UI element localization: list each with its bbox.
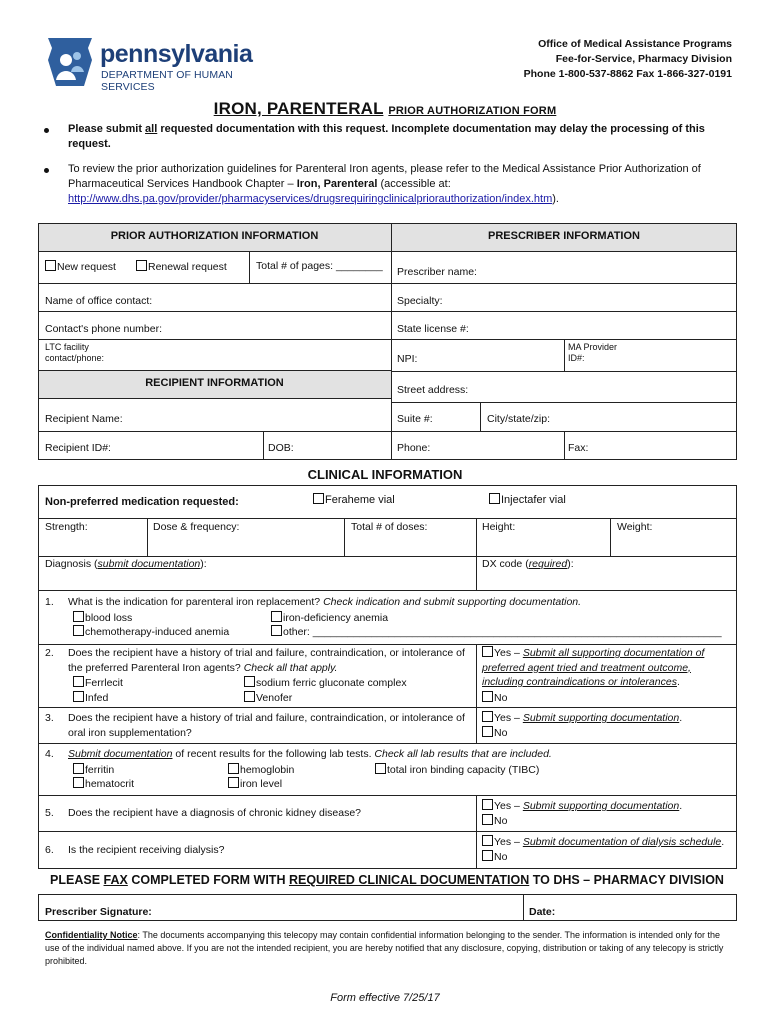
q5-yes-checkbox[interactable]	[482, 799, 493, 810]
injectafer-option[interactable]: Injectafer vial	[489, 493, 566, 506]
logo-dept: DEPARTMENT OF HUMAN SERVICES	[101, 69, 233, 93]
q4-hemoglobin-checkbox[interactable]	[228, 763, 239, 774]
form-effective-date: Form effective 7/25/17	[330, 992, 440, 1004]
recipient-info-heading: RECIPIENT INFORMATION	[145, 377, 284, 389]
q2-ferrlecit-option[interactable]: Ferrlecit	[73, 676, 123, 689]
q1-other-checkbox[interactable]	[271, 625, 282, 636]
clinical-info-heading: CLINICAL INFORMATION	[307, 467, 463, 482]
pa-info-heading: PRIOR AUTHORIZATION INFORMATION	[110, 230, 319, 242]
new-request-checkbox[interactable]	[45, 260, 56, 271]
weight-field[interactable]: Weight:	[617, 521, 653, 533]
question-2: 2. Does the recipient have a history of trial and failure, contraindication, or intolerance of the preferred Parenteral Iron agents? Check all that apply.	[45, 647, 465, 674]
form-title	[0, 99, 770, 119]
diagnosis-field[interactable]: Diagnosis (submit documentation):	[45, 558, 207, 570]
q2-sodium-ferric-checkbox[interactable]	[244, 676, 255, 687]
strength-field[interactable]: Strength:	[45, 521, 88, 533]
q6-yes-checkbox[interactable]	[482, 835, 493, 846]
confidentiality-notice: Confidentiality Notice: The documents accompanying this telecopy may contain confidential information belonging to the sender. The information is intended only for the use of the individual named above. If you are not the intended recipient, you are hereby notified that any disclosure, copying, distribution or taking of any telecopy is strictly prohibited.	[45, 930, 724, 966]
bullet-dot	[44, 128, 49, 133]
question-6: 6. Is the recipient receiving dialysis?	[45, 844, 225, 856]
q2-ferrlecit-checkbox[interactable]	[73, 676, 84, 687]
office-line-1: Office of Medical Assistance Programs	[538, 38, 732, 50]
q2-yes-option[interactable]: Yes – Submit all supporting documentation of preferred agent tried and treatment outcome, including contraindications or intolerances.	[482, 647, 705, 688]
ma-provider-id-field[interactable]: MA Provider ID#:	[568, 342, 618, 363]
office-contact-field[interactable]: Name of office contact:	[45, 295, 153, 307]
office-line-3: Phone 1-800-537-8862 Fax 1-866-327-0191	[523, 68, 732, 80]
q5-no-checkbox[interactable]	[482, 814, 493, 825]
prescriber-info-heading: PRESCRIBER INFORMATION	[488, 230, 640, 242]
logo-name: pennsylvania	[100, 40, 253, 68]
q4-ferritin-checkbox[interactable]	[73, 763, 84, 774]
q4-tibc-option[interactable]: total iron binding capacity (TIBC)	[375, 763, 539, 776]
recipient-id-field[interactable]: Recipient ID#:	[45, 442, 111, 454]
form-title-main: IRON, PARENTERAL	[213, 99, 384, 118]
q3-no-option[interactable]: No	[482, 726, 507, 739]
q1-chemo-checkbox[interactable]	[73, 625, 84, 636]
prescriber-signature-field[interactable]: Prescriber Signature:	[45, 906, 152, 918]
q6-no-option[interactable]: No	[482, 850, 507, 863]
prescriber-fax-field[interactable]: Fax:	[568, 442, 589, 454]
prescriber-phone-field[interactable]: Phone:	[397, 442, 431, 454]
q2-venofer-option[interactable]: Venofer	[244, 691, 292, 704]
q4-hemoglobin-option[interactable]: hemoglobin	[228, 763, 294, 776]
q1-blood-loss-option[interactable]: blood loss	[73, 611, 132, 624]
q2-infed-option[interactable]: Infed	[73, 691, 108, 704]
specialty-field[interactable]: Specialty:	[397, 295, 443, 307]
state-license-field[interactable]: State license #:	[397, 323, 469, 335]
street-address-field[interactable]: Street address:	[397, 384, 469, 396]
q4-hematocrit-option[interactable]: hematocrit	[73, 777, 134, 790]
q4-ferritin-option[interactable]: ferritin	[73, 763, 114, 776]
dose-frequency-field[interactable]: Dose & frequency:	[153, 521, 240, 533]
q1-iron-deficiency-option[interactable]: iron-deficiency anemia	[271, 611, 388, 624]
form-title-sub: PRIOR AUTHORIZATION FORM	[388, 105, 557, 117]
fax-instruction: PLEASE FAX COMPLETED FORM WITH REQUIRED CLINICAL DOCUMENTATION TO DHS – PHARMACY DIVISION	[50, 873, 724, 887]
q1-chemo-option[interactable]: chemotherapy-induced anemia	[73, 625, 229, 638]
q3-no-checkbox[interactable]	[482, 726, 493, 737]
question-5: 5. Does the recipient have a diagnosis of chronic kidney disease?	[45, 807, 362, 819]
contact-phone-field[interactable]: Contact's phone number:	[45, 323, 162, 335]
new-request-option[interactable]: New request	[45, 260, 116, 273]
dhs-logo	[44, 36, 284, 93]
q1-other-option[interactable]: other: ______________________________________________________________________	[271, 625, 722, 638]
nonpref-medication-label: Non-preferred medication requested:	[45, 496, 239, 508]
question-1: 1. What is the indication for parenteral iron replacement? Check indication and submit supporting documentation.	[45, 596, 582, 608]
q5-no-option[interactable]: No	[482, 814, 507, 827]
total-doses-field[interactable]: Total # of doses:	[351, 521, 428, 533]
renewal-request-option[interactable]: Renewal request	[136, 260, 227, 273]
date-field[interactable]: Date:	[529, 906, 556, 918]
suite-field[interactable]: Suite #:	[397, 413, 433, 425]
q2-no-checkbox[interactable]	[482, 691, 493, 702]
ltc-facility-field[interactable]: LTC facility contact/phone:	[45, 342, 105, 363]
office-line-2: Fee-for-Service, Pharmacy Division	[555, 53, 732, 65]
q2-no-option[interactable]: No	[482, 691, 507, 704]
height-field[interactable]: Height:	[482, 521, 516, 533]
bullet-2: To review the prior authorization guidelines for Parenteral Iron agents, please refer to the Medical Assistance Prior Authorization of Pharmaceutical Services Handbook Chapter – Iron, Parenteral (accessible at: http://www.dhs.pa.gov/provider/pharmacyservices/drugsrequiringclinicalpriorauthorization/index.htm).	[44, 162, 734, 207]
injectafer-checkbox[interactable]	[489, 493, 500, 504]
bullet-dot	[44, 168, 49, 173]
question-3: 3. Does the recipient have a history of trial and failure, contraindication, or intolerance of oral iron supplementation?	[45, 712, 465, 739]
bullet-1: Please submit all requested documentation with this request. Incomplete documentation may delay the processing of this request.	[44, 122, 734, 152]
q3-yes-option[interactable]: Yes – Submit supporting documentation.	[482, 711, 682, 724]
q5-yes-option[interactable]: Yes – Submit supporting documentation.	[482, 799, 682, 812]
q4-tibc-checkbox[interactable]	[375, 763, 386, 774]
keystone-logo-icon	[44, 36, 96, 88]
q6-yes-option[interactable]: Yes – Submit documentation of dialysis schedule.	[482, 835, 724, 848]
total-pages-field[interactable]: Total # of pages: ________	[256, 260, 383, 272]
feraheme-option[interactable]: Feraheme vial	[313, 493, 395, 506]
q2-yes-checkbox[interactable]	[482, 646, 493, 657]
handbook-link[interactable]: http://www.dhs.pa.gov/provider/pharmacyservices/drugsrequiringclinicalpriorauthorization/index.htm	[68, 193, 553, 205]
dob-field[interactable]: DOB:	[268, 442, 294, 454]
office-info	[524, 37, 732, 82]
npi-field[interactable]: NPI:	[397, 353, 418, 365]
dx-code-field[interactable]: DX code (required):	[482, 558, 574, 570]
prescriber-name-field[interactable]: Prescriber name:	[397, 266, 477, 278]
q1-blood-loss-checkbox[interactable]	[73, 611, 84, 622]
city-state-zip-field[interactable]: City/state/zip:	[487, 413, 551, 425]
q4-hematocrit-checkbox[interactable]	[73, 777, 84, 788]
q2-venofer-checkbox[interactable]	[244, 691, 255, 702]
q2-sodium-ferric-option[interactable]: sodium ferric gluconate complex	[244, 676, 407, 689]
q6-no-checkbox[interactable]	[482, 850, 493, 861]
q2-infed-checkbox[interactable]	[73, 691, 84, 702]
recipient-name-field[interactable]: Recipient Name:	[45, 413, 123, 425]
question-4: 4. Submit documentation of recent results for the following lab tests. Check all lab results that are included.	[45, 748, 552, 760]
q4-iron-level-option[interactable]: iron level	[228, 777, 282, 790]
feraheme-checkbox[interactable]	[313, 493, 324, 504]
q4-iron-level-checkbox[interactable]	[228, 777, 239, 788]
q3-yes-checkbox[interactable]	[482, 711, 493, 722]
q1-iron-deficiency-checkbox[interactable]	[271, 611, 282, 622]
renewal-request-checkbox[interactable]	[136, 260, 147, 271]
